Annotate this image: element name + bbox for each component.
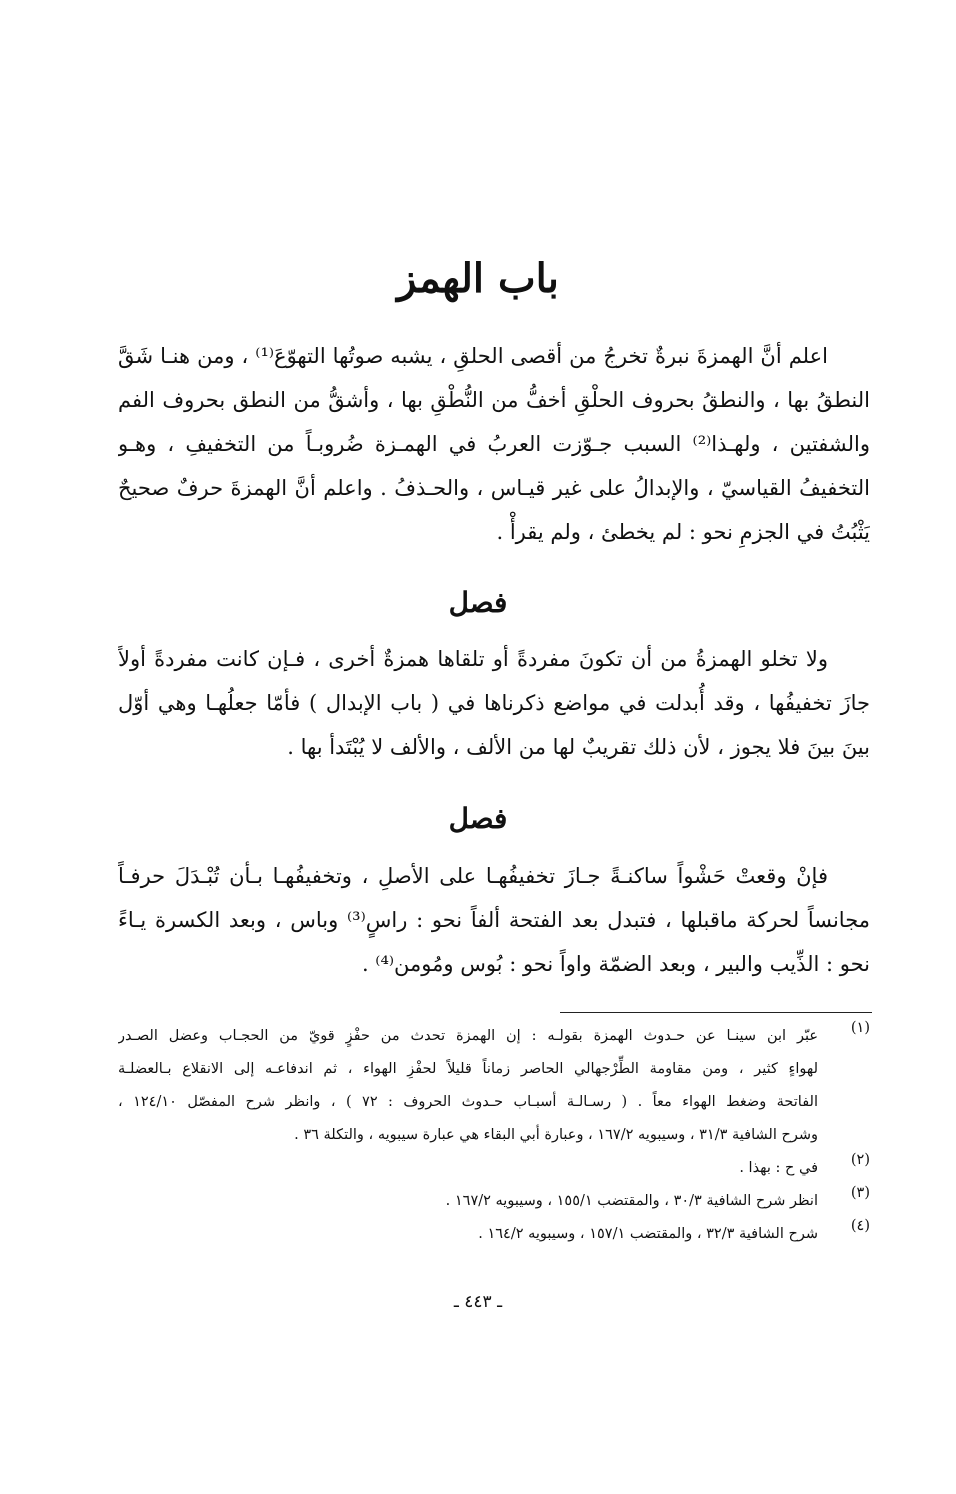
section-title-2: فصل	[448, 802, 508, 835]
paragraph-intro	[118, 334, 870, 554]
footnotes	[118, 1020, 870, 1251]
footnote-number: (٤)	[850, 1218, 870, 1234]
paragraph-line: يَثْبُتُ في الجزمِ نحو : لم يخطئ ، ولم يقرأْ .	[496, 520, 870, 544]
section-title-1: فصل	[448, 586, 508, 619]
paragraph-line: النطقُ بها ، والنطقُ بحروف الحلْقِ أخفُّ من النُّطْقِ بها ، وأشقُّ من النطق بحروف الفم	[118, 388, 870, 412]
footnote-line: وشرح الشافية ٣١/٣ ، وسيبويه ١٦٧/٢ ، وعبارة أبي البقاء هي عبارة سيبويه ، والتكلة ٣٦ .	[294, 1127, 818, 1143]
footnote-line: الفاتحة وضغط الهواء معاً . ( رسـالـة أسبـاب حـدوث الحروف : ٧٢ ) ، وانظر شرح المفصّل ١٢٤/١٠ ،	[118, 1094, 818, 1110]
footnote-line: في ح : بهذا .	[739, 1160, 818, 1176]
paragraph-line: جازَ تخفيفُها ، وقد أُبدلت في مواضع ذكرناها في ( باب الإبدال ) فأمّا جعلُهـا وهي أوّل	[118, 691, 870, 715]
paragraph-line: التخفيفُ القياسيّ ، والإبدالُ على غير قيـاس ، والحـذفُ . واعلم أنَّ الهمزةَ حرفٌ صحيحٌ	[118, 476, 870, 500]
footnote-line: عبّر ابن سينـا عن حـدوث الهمزة بقولـه : إن الهمزة تحدث من حفْزٍ قويّ من الحجـاب وعضل الصـدر	[118, 1028, 818, 1044]
footnote-2	[118, 1152, 870, 1185]
footnote-divider	[560, 1012, 872, 1013]
paragraph-line: مجانساً لحركة ماقبلها ، فتبدل بعد الفتحة ألفاً نحو : راسٍ⁽³⁾ وباس ، وبعد الكسرة يـاءً	[118, 908, 870, 932]
footnote-4	[118, 1218, 870, 1251]
paragraph-line: اعلم أنَّ الهمزةَ نبرةٌ تخرجُ من أقصى الحلقِ ، يشبه صوتُها التهوّعَ⁽¹⁾ ، ومن هنـا شَقَّ	[118, 344, 828, 368]
footnote-line: انظر شرح الشافية ٣٠/٣ ، والمقتضب ١٥٥/١ ، وسيبويه ١٦٧/٢ .	[445, 1193, 818, 1209]
footnote-3	[118, 1185, 870, 1218]
footnote-number: (٢)	[850, 1152, 870, 1168]
footnote-number: (٣)	[850, 1185, 870, 1201]
chapter-title: باب الهمز	[397, 255, 559, 302]
paragraph-line: بينَ بينَ فلا يجوز ، لأن ذلك تقريبٌ لها من الألف ، والألف لا يُبْتَدأ بها .	[287, 735, 870, 759]
paragraph-section-1	[118, 637, 870, 769]
footnote-1	[118, 1020, 870, 1152]
paragraph-line: والشفتين ، ولهـذا⁽²⁾ السبب جـوّزت العربُ في الهمـزة ضُروبـاً من التخفيفِ ، وهـو	[118, 432, 870, 456]
paragraph-line: نحو : الذِّيب والبير ، وبعد الضمّة واواً نحو : بُوس ومُومن⁽⁴⁾ .	[361, 952, 870, 976]
page-number: ـ ٤٤٣ ـ	[453, 1292, 503, 1312]
paragraph-section-2	[118, 854, 870, 986]
footnote-number: (١)	[850, 1020, 870, 1036]
footnote-line: شرح الشافية ٣٢/٣ ، والمقتضب ١٥٧/١ ، وسيبويه ١٦٤/٢ .	[478, 1226, 818, 1242]
paragraph-line: فإنْ وقعتْ حَشْواً ساكنـةً جـازَ تخفيفُهـا على الأصلِ ، وتخفيفُهـا بـأن تُبْـدَلَ حرفـاً	[118, 864, 828, 888]
paragraph-line: ولا تخلو الهمزةُ من أن تكونَ مفردةً أو تلقاها همزةٌ أخرى ، فـإن كانت مفردةً أولاً	[118, 647, 828, 671]
footnote-line: لهواءٍ كثير ، ومن مقاومة الطِّرْجهالي الحاصر زماناً قليلاً لحفْزِ الهواء ، ثم اندفاعـه إلى الانقلاع بـالعضلـة	[118, 1061, 818, 1077]
